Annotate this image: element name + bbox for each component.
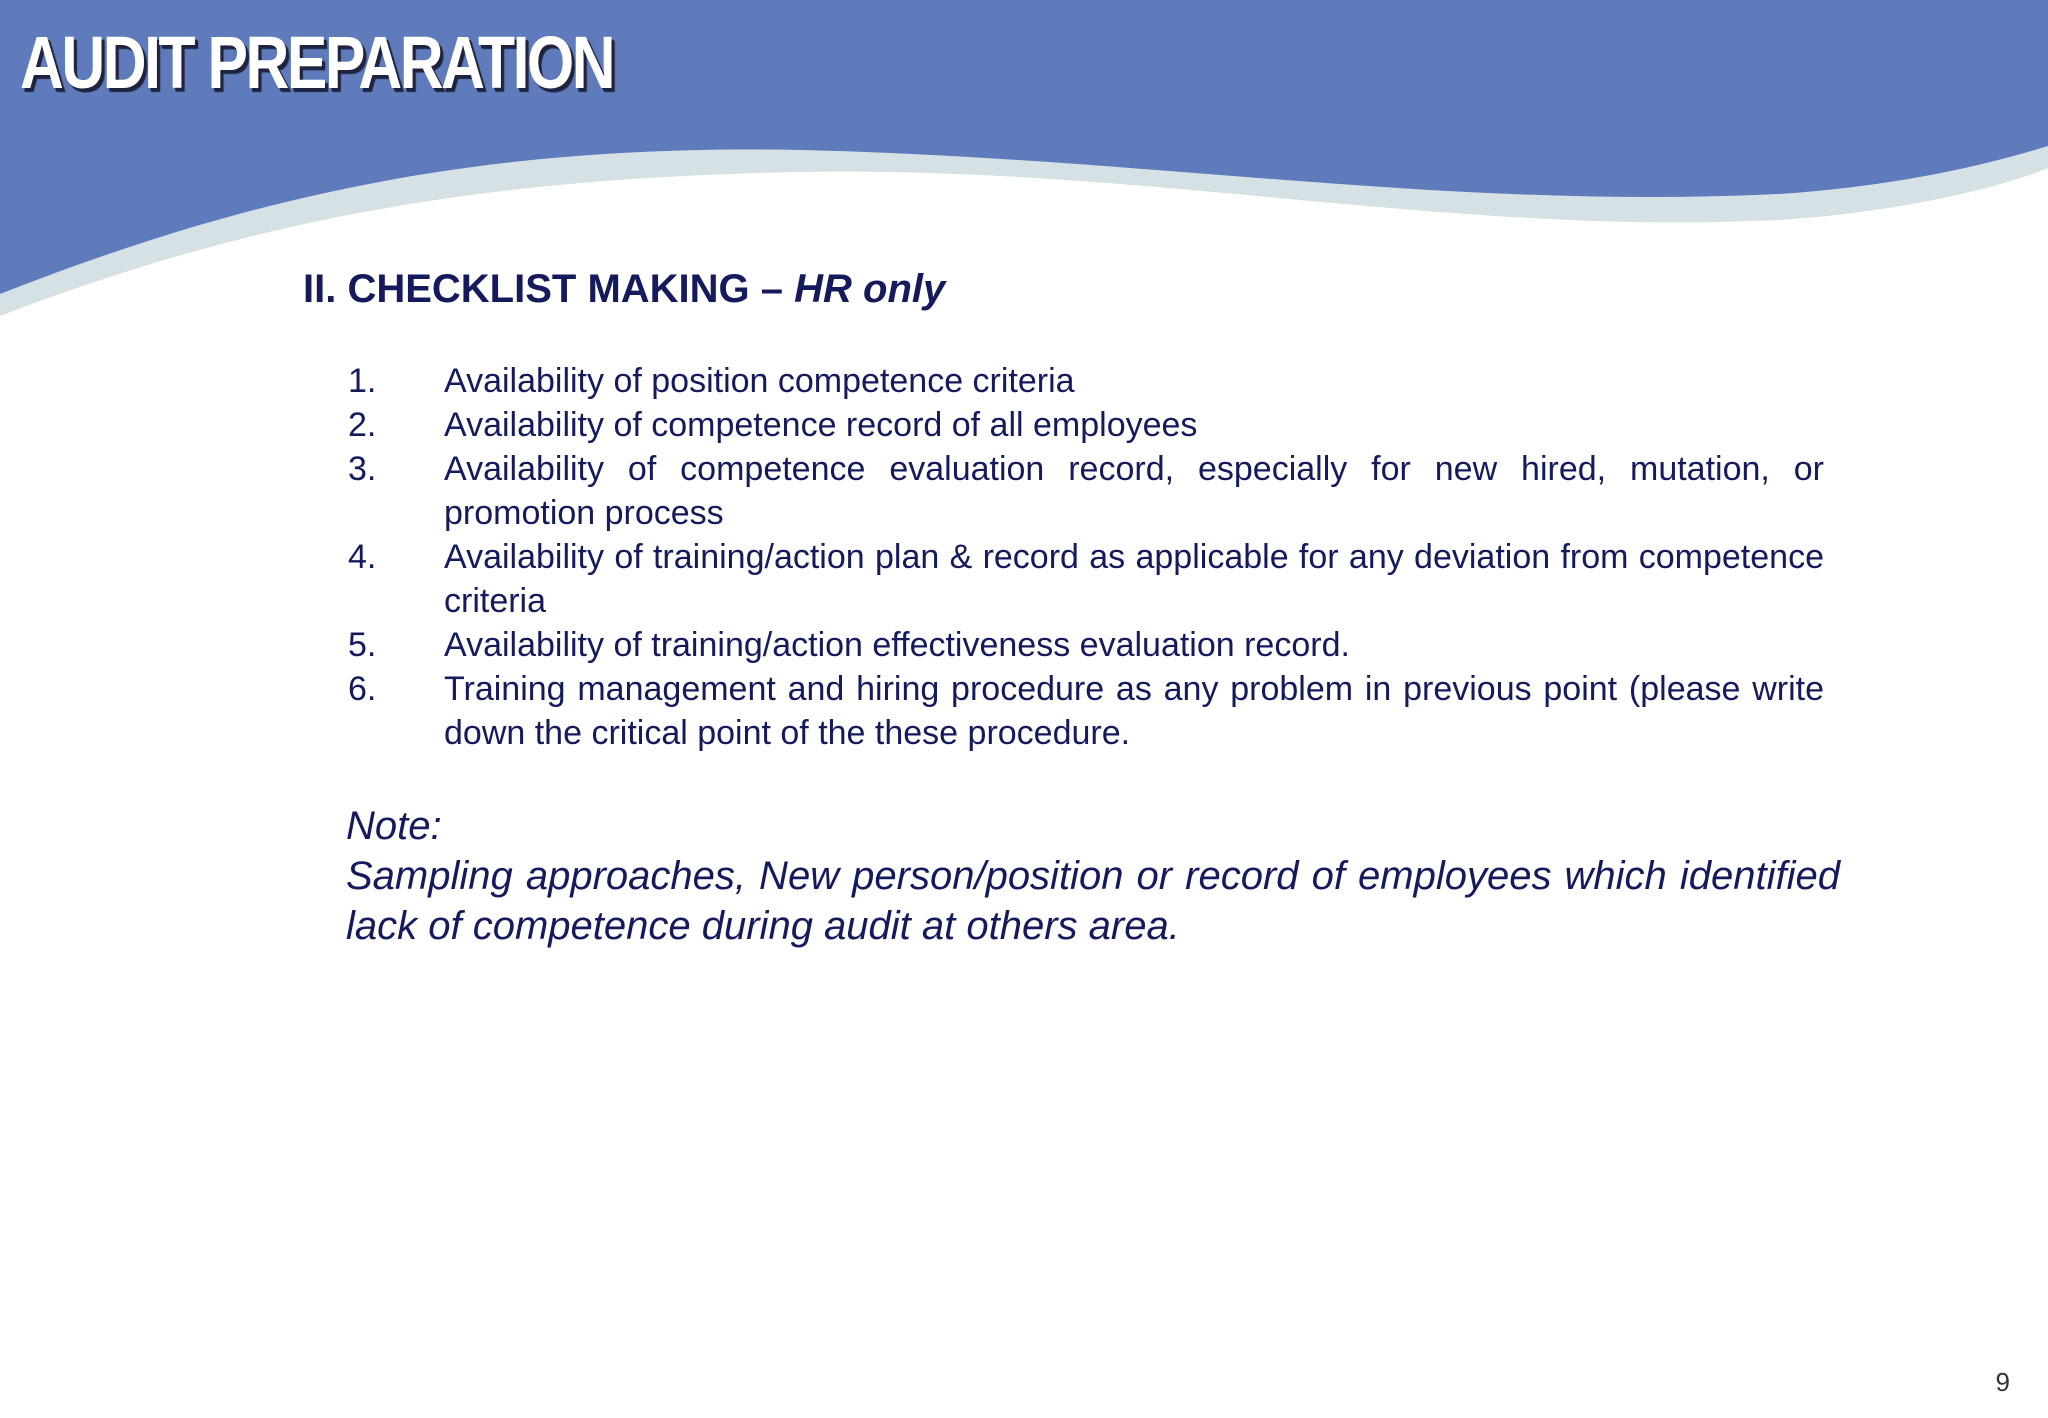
slide-title: AUDIT PREPARATION [20, 21, 614, 104]
checklist-item-text: Availability of position competence criteria [444, 362, 1075, 400]
section-heading [303, 262, 945, 316]
checklist-item-number: 5. [348, 626, 377, 664]
checklist [348, 359, 1824, 755]
checklist-item-text: Availability of competence record of all employees [444, 406, 1198, 444]
checklist-item [348, 535, 1824, 623]
page-number: 9 [1995, 1367, 2010, 1397]
section-heading-main: II. CHECKLIST MAKING – [303, 267, 795, 311]
checklist-item [348, 403, 1824, 447]
checklist-item [348, 667, 1824, 755]
checklist-item [348, 447, 1824, 535]
checklist-item-text: Availability of training/action effectiveness evaluation record. [444, 626, 1350, 664]
checklist-item-number: 6. [348, 670, 377, 708]
section-heading-qualifier: HR only [794, 267, 946, 311]
note-label: Note: [346, 804, 442, 848]
checklist-item-number: 3. [348, 450, 377, 488]
checklist-item-text: Availability of competence evaluation record, especially for new hired, mutation, or promotion process [444, 450, 1824, 532]
note-body: Sampling approaches, New person/position or record of employees which identified lack of competence during audit at others area. [346, 854, 1840, 948]
checklist-item [348, 623, 1824, 667]
checklist-item-text: Training management and hiring procedure as any problem in previous point (please write down the critical point of the these procedure. [444, 670, 1824, 752]
checklist-item-number: 1. [348, 362, 377, 400]
checklist-item [348, 359, 1824, 403]
note-block [346, 801, 1840, 951]
checklist-item-number: 2. [348, 406, 377, 444]
checklist-item-number: 4. [348, 538, 377, 576]
checklist-item-text: Availability of training/action plan & record as applicable for any deviation from competence criteria [444, 538, 1824, 620]
